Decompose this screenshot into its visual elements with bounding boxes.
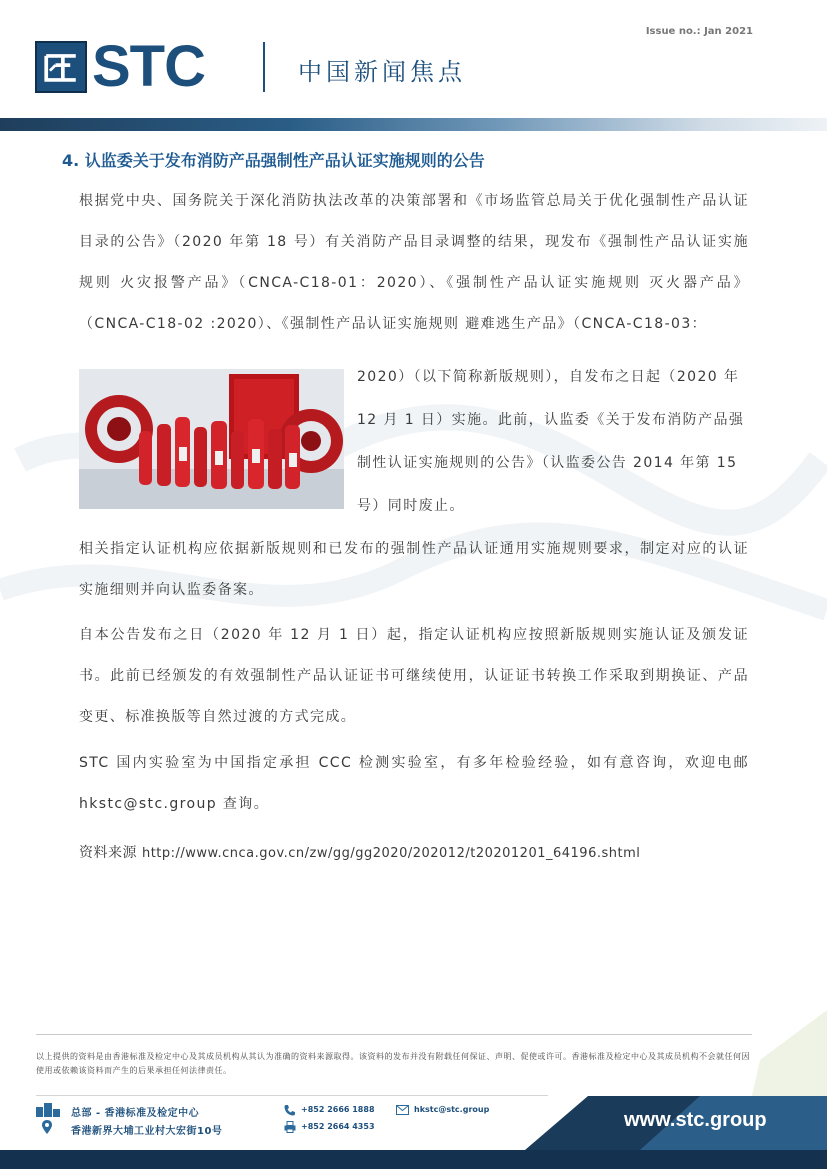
- footer-decoration: [0, 1000, 827, 1169]
- article-paragraph-3: 自本公告发布之日（2020 年 12 月 1 日）起，指定认证机构应按照新版规则实施认证及颁发证书。此前已经颁发的有效强制性产品认证证书可继续使用，认证证书转换工作采取到期换证、产品变更、标准换版等自然过渡的方式完成。: [79, 627, 749, 725]
- article-paragraph-1-continued: 2020）（以下简称新版规则），自发布之日起（2020 年 12 月 1 日）实施。此前，认监委《关于发布消防产品强制性认证实施规则的公告》（认监委公告 2014 年第 15 号）同时废止。: [357, 369, 745, 514]
- address: 香港新界大埔工业村大宏街10号: [71, 1126, 223, 1137]
- article-title: 4. 认监委关于发布消防产品强制性产品认证实施规则的公告: [62, 151, 485, 170]
- logo-text: STC: [92, 34, 205, 99]
- source-label: 资料来源: [79, 845, 137, 861]
- fire-extinguishers-photo: [79, 369, 344, 509]
- website-link[interactable]: www.stc.group: [624, 1109, 767, 1131]
- email-icon: [396, 1105, 409, 1115]
- building-icon: [36, 1103, 60, 1117]
- footer-divider: [36, 1034, 752, 1035]
- email-address[interactable]: hkstc@stc.group: [414, 1105, 490, 1114]
- issue-number: Issue no.: Jan 2021: [645, 26, 753, 37]
- headquarters-label: 总部 - 香港标准及检定中心: [71, 1108, 200, 1119]
- article-paragraph-1: 根据党中央、国务院关于深化消防执法改革的决策部署和《市场监管总局关于优化强制性产品认证目录的公告》（2020 年第 18 号）有关消防产品目录调整的结果，现发布《强制性产品认证实施规则 火灾报警产品》（CNCA-C18-01：2020）、《强制性产品认证实施规则 灭火器产品》（CNCA-C18-02 :2020）、《强制性产品认证实施规则 避难逃生产品》（CNCA-C18-03：: [79, 193, 749, 332]
- fax-icon: [284, 1121, 296, 1133]
- article-paragraph-4: STC 国内实验室为中国指定承担 CCC 检测实验室，有多年检验经验，如有意咨询，欢迎电邮 hkstc@stc.group 查询。: [79, 755, 749, 812]
- fire-extinguisher-image: [79, 369, 344, 509]
- location-pin-icon: [42, 1120, 52, 1134]
- phone-number[interactable]: +852 2666 1888: [301, 1105, 375, 1114]
- source-link[interactable]: http://www.cnca.gov.cn/zw/gg/gg2020/202012/t20201201_64196.shtml: [141, 846, 641, 861]
- header-divider: [263, 42, 265, 92]
- stc-logo-mark: [35, 41, 87, 93]
- disclaimer-text: 以上提供的资料是由香港标准及检定中心及其成员机构从其认为准确的资料来源取得。该资料的发布并没有附载任何保证、声明、促使或许可。香港标准及检定中心及其成员机构不会就任何因使用或依赖该资料而产生的后果承担任何法律责任。: [36, 1052, 750, 1075]
- contact-divider: [36, 1095, 548, 1096]
- phone-icon: [284, 1104, 296, 1116]
- stc-logo-icon: [37, 43, 85, 91]
- source-line: [79, 842, 640, 862]
- page-title: 中国新闻焦点: [298, 58, 466, 86]
- fax-number: +852 2664 4353: [301, 1122, 375, 1131]
- header-band: [0, 118, 827, 131]
- article-paragraph-2: 相关指定认证机构应依据新版规则和已发布的强制性产品认证通用实施规则要求，制定对应的认证实施细则并向认监委备案。: [79, 541, 749, 598]
